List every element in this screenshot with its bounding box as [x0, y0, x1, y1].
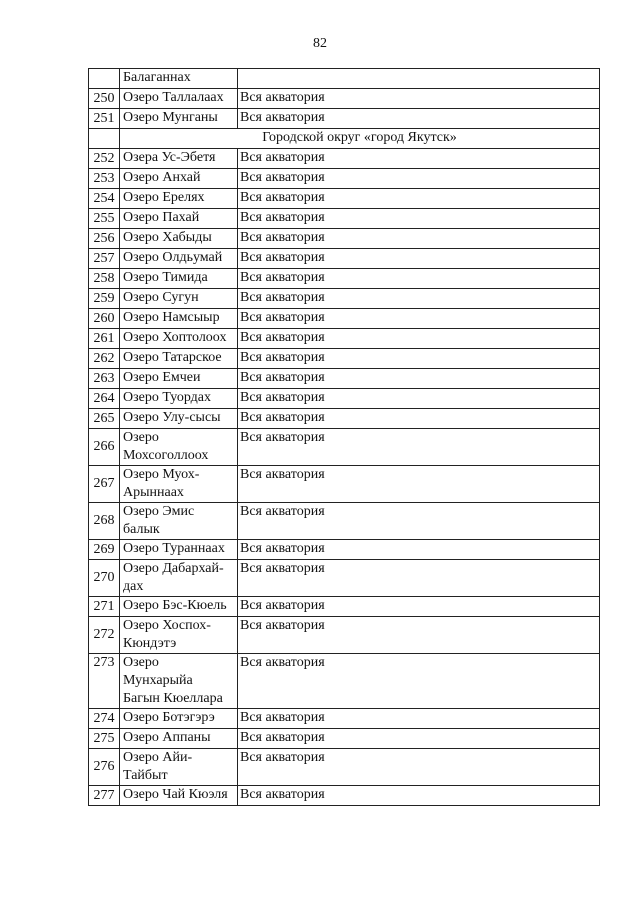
row-number: 261 — [89, 329, 120, 349]
table-row — [89, 289, 600, 309]
row-number: 260 — [89, 309, 120, 329]
table-row — [89, 729, 600, 749]
name-line: балык — [123, 522, 160, 537]
protection-zone: Вся акватория — [238, 597, 600, 617]
water-body-name: Озеро Хабыды — [120, 229, 238, 249]
row-number: 273 — [89, 654, 120, 709]
water-body-name: Озеро Сугун — [120, 289, 238, 309]
name-line: Арыннаах — [123, 485, 184, 500]
protection-zone: Вся акватория — [238, 429, 600, 466]
water-body-name: Озеро Татарское — [120, 349, 238, 369]
table-row — [89, 409, 600, 429]
water-body-name: Озеро Таллалаах — [120, 89, 238, 109]
water-body-name — [120, 503, 238, 540]
row-number: 267 — [89, 466, 120, 503]
row-number: 258 — [89, 269, 120, 289]
table-row — [89, 540, 600, 560]
table-row — [89, 389, 600, 409]
region-header-empty — [89, 129, 120, 149]
row-number: 275 — [89, 729, 120, 749]
table-row — [89, 369, 600, 389]
water-body-name: Озеро Анхай — [120, 169, 238, 189]
table-row — [89, 269, 600, 289]
protection-zone: Вся акватория — [238, 189, 600, 209]
table-row — [89, 229, 600, 249]
row-number — [89, 69, 120, 89]
protection-zone: Вся акватория — [238, 369, 600, 389]
table-row — [89, 349, 600, 369]
protection-zone: Вся акватория — [238, 269, 600, 289]
region-header: Городской округ «город Якутск» — [120, 129, 600, 149]
table-row — [89, 189, 600, 209]
table-row — [89, 69, 600, 89]
water-body-name: Озеро Мунганы — [120, 109, 238, 129]
name-line: Багын Кюеллара — [123, 691, 223, 706]
name-line: Озеро Дабархай- — [123, 561, 224, 576]
table-row — [89, 249, 600, 269]
row-number: 259 — [89, 289, 120, 309]
name-line: Озеро — [123, 430, 159, 445]
protection-zone: Вся акватория — [238, 409, 600, 429]
row-number: 265 — [89, 409, 120, 429]
water-body-name: Озеро Тимида — [120, 269, 238, 289]
water-body-name: Озеро Емчеи — [120, 369, 238, 389]
table-row — [89, 429, 600, 466]
row-number: 266 — [89, 429, 120, 466]
protection-zone: Вся акватория — [238, 786, 600, 806]
protection-zone: Вся акватория — [238, 617, 600, 654]
water-bodies-table — [88, 68, 600, 806]
table-row — [89, 466, 600, 503]
protection-zone: Вся акватория — [238, 560, 600, 597]
protection-zone: Вся акватория — [238, 389, 600, 409]
row-number: 250 — [89, 89, 120, 109]
name-line: дах — [123, 579, 144, 594]
table-row — [89, 329, 600, 349]
protection-zone: Вся акватория — [238, 309, 600, 329]
table-row — [89, 309, 600, 329]
water-body-name — [120, 560, 238, 597]
protection-zone: Вся акватория — [238, 109, 600, 129]
table-row — [89, 654, 600, 709]
water-body-name: Балаганнах — [120, 69, 238, 89]
table-row — [89, 109, 600, 129]
water-body-name: Озеро Олдьумай — [120, 249, 238, 269]
water-body-name — [120, 654, 238, 709]
table-row — [89, 786, 600, 806]
water-body-name: Озеро Пахай — [120, 209, 238, 229]
water-body-name — [120, 429, 238, 466]
name-line: Озеро Айи- — [123, 750, 193, 765]
row-number: 252 — [89, 149, 120, 169]
row-number: 272 — [89, 617, 120, 654]
row-number: 277 — [89, 786, 120, 806]
table-row — [89, 89, 600, 109]
region-header-row — [89, 129, 600, 149]
row-number: 268 — [89, 503, 120, 540]
name-line: Озеро Эмис — [123, 504, 195, 519]
name-line: Озеро Муох- — [123, 467, 200, 482]
protection-zone: Вся акватория — [238, 169, 600, 189]
name-line: Мунхарыйа — [123, 673, 193, 688]
name-line: Тайбыт — [123, 768, 168, 783]
water-body-name: Озеро Туордах — [120, 389, 238, 409]
row-number: 274 — [89, 709, 120, 729]
table-row — [89, 560, 600, 597]
protection-zone: Вся акватория — [238, 729, 600, 749]
water-body-name: Озеро Улу-сысы — [120, 409, 238, 429]
protection-zone: Вся акватория — [238, 249, 600, 269]
water-body-name: Озера Ус-Эбетя — [120, 149, 238, 169]
row-number: 255 — [89, 209, 120, 229]
protection-zone: Вся акватория — [238, 349, 600, 369]
row-number: 264 — [89, 389, 120, 409]
row-number: 263 — [89, 369, 120, 389]
protection-zone: Вся акватория — [238, 540, 600, 560]
protection-zone: Вся акватория — [238, 329, 600, 349]
table-row — [89, 503, 600, 540]
protection-zone: Вся акватория — [238, 229, 600, 249]
water-body-name: Озеро Аппаны — [120, 729, 238, 749]
row-number: 262 — [89, 349, 120, 369]
water-body-name: Озеро Бэс-Кюель — [120, 597, 238, 617]
protection-zone: Вся акватория — [238, 503, 600, 540]
protection-zone: Вся акватория — [238, 654, 600, 709]
protection-zone: Вся акватория — [238, 749, 600, 786]
water-body-name: Озеро Ботэгэрэ — [120, 709, 238, 729]
row-number: 271 — [89, 597, 120, 617]
table-row — [89, 617, 600, 654]
row-number: 254 — [89, 189, 120, 209]
row-number: 257 — [89, 249, 120, 269]
water-body-name: Озеро Хоптолоох — [120, 329, 238, 349]
table-row — [89, 169, 600, 189]
row-number: 276 — [89, 749, 120, 786]
protection-zone: Вся акватория — [238, 289, 600, 309]
row-number: 270 — [89, 560, 120, 597]
table-row — [89, 149, 600, 169]
row-number: 251 — [89, 109, 120, 129]
name-line: Озеро — [123, 655, 159, 670]
water-body-name — [120, 466, 238, 503]
table-row — [89, 749, 600, 786]
water-body-name: Озеро Намсыыр — [120, 309, 238, 329]
water-body-name — [120, 617, 238, 654]
water-body-name: Озеро Ерелях — [120, 189, 238, 209]
water-body-name: Озеро Тураннаах — [120, 540, 238, 560]
name-line: Мохсоголлоох — [123, 448, 209, 463]
protection-zone: Вся акватория — [238, 466, 600, 503]
table-row — [89, 709, 600, 729]
name-line: Озеро Хоспох- — [123, 618, 211, 633]
table-row — [89, 597, 600, 617]
water-body-name: Озеро Чай Кюэля — [120, 786, 238, 806]
protection-zone: Вся акватория — [238, 209, 600, 229]
water-body-name — [120, 749, 238, 786]
protection-zone: Вся акватория — [238, 709, 600, 729]
name-line: Кюндэтэ — [123, 636, 177, 651]
protection-zone: Вся акватория — [238, 149, 600, 169]
table-row — [89, 209, 600, 229]
row-number: 256 — [89, 229, 120, 249]
protection-zone — [238, 69, 600, 89]
row-number: 253 — [89, 169, 120, 189]
protection-zone: Вся акватория — [238, 89, 600, 109]
row-number: 269 — [89, 540, 120, 560]
page-number: 82 — [313, 36, 327, 51]
